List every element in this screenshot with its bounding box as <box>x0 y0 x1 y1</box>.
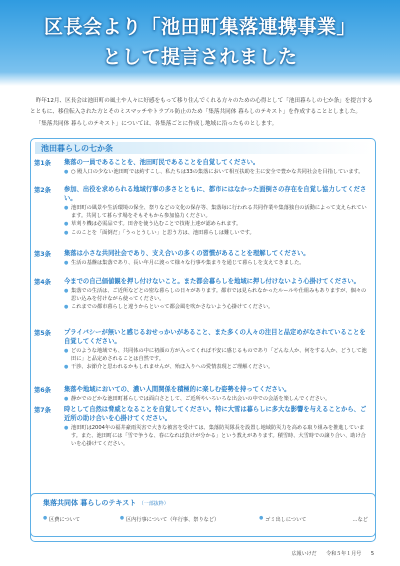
footer <box>292 550 374 557</box>
article-bullet: ● 草刈り機は必需品です。田舎を使う込むことで技術上達が認められます。 <box>64 220 368 228</box>
footer-page: 5 <box>370 551 374 557</box>
footer-publication: 広報いけだ <box>291 551 317 557</box>
article <box>34 328 368 372</box>
article <box>34 385 368 403</box>
living-text-etc: …など <box>352 517 368 523</box>
article-bullet: ● このことを「面倒だ」「うっとうしい」と思う方は、池田暮らしは難しいです。 <box>64 229 368 237</box>
living-text-title <box>43 498 169 508</box>
article-bullet: ● これまでの都市暮らしと違うからといって都会風を吹かさないよう心掛けてください。 <box>64 303 368 311</box>
article-heading-row <box>34 328 368 346</box>
article-number: 第7条 <box>34 407 51 414</box>
article-number: 第6条 <box>34 387 51 394</box>
article-bullet: ● ○ 殿人口の少ない池田町では約すこし、私たちは33の集落において相互扶助を主に安全で豊かな共同社会を目指しています。 <box>64 168 368 176</box>
article-heading: プライバシーが無いと感じるおせっかいがあること、また多くの人々の注目と品定めがなされていることを自覚してください。 <box>64 329 366 345</box>
article-heading-row <box>34 385 368 394</box>
article-heading: 集落や地域においての、濃い人間関係を積極的に楽しむ姿勢を持ってください。 <box>64 386 291 393</box>
footer-issue: 令和５年１月号 <box>326 551 362 557</box>
article <box>34 405 368 449</box>
article-heading-row <box>34 405 368 423</box>
article-heading-row <box>34 158 368 167</box>
intro-text <box>30 96 374 130</box>
article <box>34 185 368 237</box>
article-number: 第4条 <box>34 279 51 286</box>
article-heading: 集落の一員であることを、池田町民であることを自覚してください。 <box>64 159 260 166</box>
article-heading: 参加、出役を求められる地域行事の多さとともに、都市にはなかった面倒さの存在を自覚し協力してください。 <box>64 186 367 202</box>
intro-paragraph-2: 「集落共同体 暮らしのテキスト」については、各集落ごとに作成し地域に沿ったものとします。 <box>35 121 278 127</box>
article-bullet: ● 静かでのどかな池田町暮らしでは面白さとして、ご近所やいろいろな出会いの中での会話を楽しんでください。 <box>64 395 368 403</box>
article <box>34 277 368 312</box>
article-bullets <box>64 347 368 372</box>
article-bullets <box>64 287 368 312</box>
article-bullets <box>64 424 368 449</box>
seven-articles-title: 池田暮らしの七か条 <box>41 144 113 153</box>
living-text-item-3: ● ゴミ出しについて <box>259 516 306 523</box>
living-text-title-note: （一部抜粋） <box>138 501 169 507</box>
article-bullet: ● 生活の基盤は集落であり、長い年月に渡って様々な行事や集まりを通じて暮らしを支えてきました。 <box>64 259 368 267</box>
header-banner <box>0 0 400 86</box>
article-number: 第5条 <box>34 330 51 337</box>
article-bullet: ● 池田町は2004年の福井豪雨災害で大きな被害を受けては、集落防災隊長を設置し地域防災力を高める取り組みを推進しています。また、池田町には「雪で争うな、春になれば負けが分かる」という教えがあります。積雪時、大雪時での譲り合い、助け合いを心掛けてください。 <box>64 424 368 449</box>
article-bullets <box>64 168 368 176</box>
living-text-item-2: ● 区内行事について（年行事、祭りなど） <box>120 516 219 523</box>
article-heading-row <box>34 185 368 203</box>
article-bullets <box>64 204 368 237</box>
article-number: 第3条 <box>34 251 51 258</box>
living-text-title-main: 集落共同体 暮らしのテキスト <box>43 499 137 507</box>
article-heading-row <box>34 249 368 258</box>
article-bullet: ● どのような地域でも、共同体の中に初顔の方が入ってくれば不安に感じるものであり「どんな人か、何をする人か、どうして池田に」と品定めされることは自然です。 <box>64 347 368 363</box>
article-heading: 時として自然は脅威となることを自覚してください。特に大雪は暮らしに多大な影響を与えることから、ご近所の助け合いを心掛けてください。 <box>64 406 367 422</box>
article-bullets <box>64 259 368 267</box>
article <box>34 249 368 267</box>
article-heading: 集落は小さな共同社会であり、支え合いの多くの習慣があることを理解してください。 <box>64 250 310 257</box>
article-bullets <box>64 395 368 403</box>
title-line-2: として提言されました <box>102 46 298 68</box>
article-number: 第2条 <box>34 187 51 194</box>
living-text-box <box>30 493 376 537</box>
article-number: 第1条 <box>34 160 51 167</box>
intro-paragraph-1: 昨年12月、区長会は池田町の風土や人々に好感をもって移り住んでくれる方々のための心得として「池田暮らしの七か条」を提言するとともに、移住転入された方とそのミスマッチやトラブル防止のため「集落共同体 暮らしのテキスト」を作成することとしました。 <box>30 98 373 115</box>
article-bullet: ● 池田町の風景や生活環境の保全、祭りなどの文化の保存等、集落毎に行われる共同作業や集落独自の活動によって支えられています。共同して暮らす場をそもそもから参加協力ください。 <box>64 204 368 220</box>
article-bullet: ● 集落での生活は、ご近所などとの密な暮らしの日々があります。都市では見られなかったルールや仕組みもありますが、個々の思い込みを付けながら使ってください。 <box>64 287 368 303</box>
article-bullet: ● 干渉、お節介と思われるかもしれませんが、殆ほ入りへの愛情表現とご理解ください。 <box>64 363 368 371</box>
title-line-1: 区長会より「池田町集落連携事業」 <box>43 16 356 38</box>
article-heading-row <box>34 277 368 286</box>
article <box>34 158 368 176</box>
living-text-items <box>43 516 368 523</box>
article-heading: 今までの自己価値観を押し付けないこと。また都会暮らしを地域に押し付けないよう心掛けてください。 <box>64 278 360 285</box>
living-text-item-1: ● 区費について <box>43 516 80 523</box>
seven-articles-heading <box>35 142 371 154</box>
